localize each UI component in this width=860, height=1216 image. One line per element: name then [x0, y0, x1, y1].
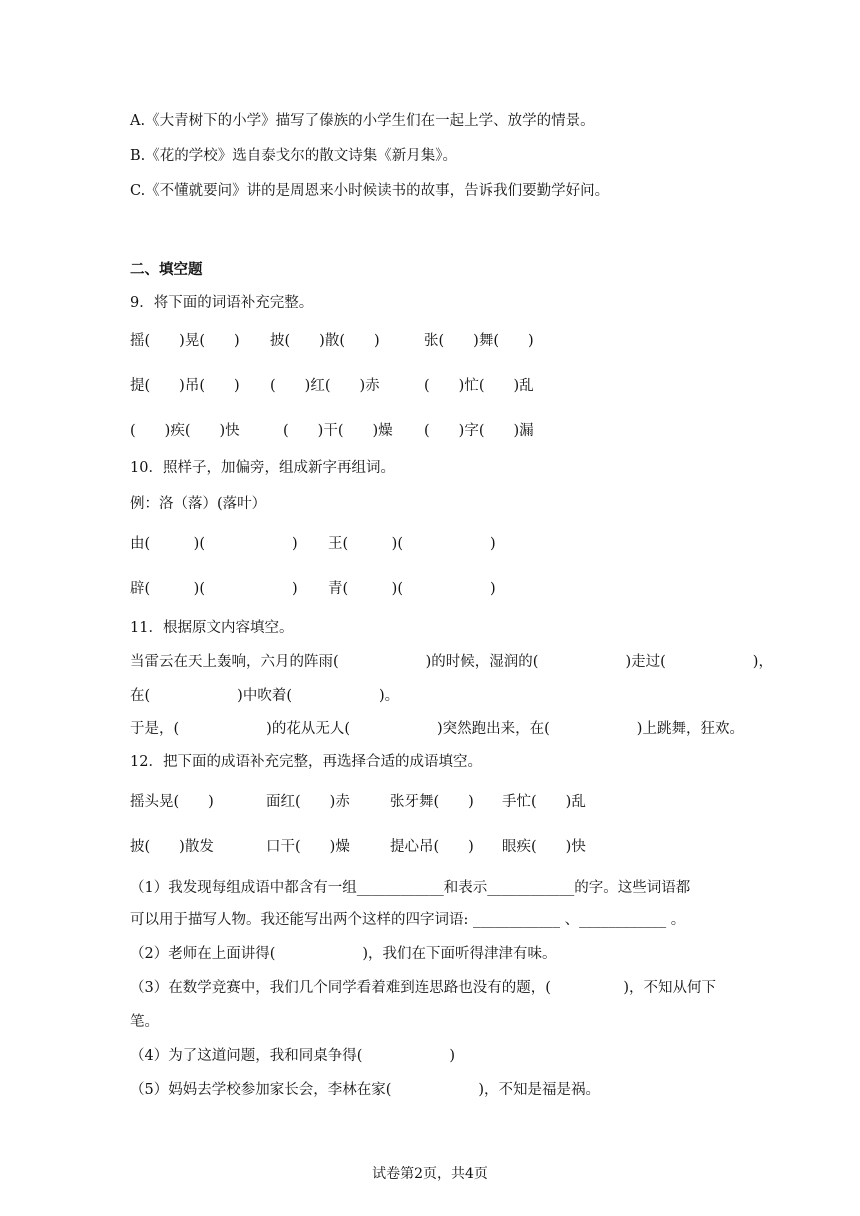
q12-idiom: 摇头晃( ) [130, 794, 214, 810]
q11-line: 在( )中吹着( )。 [130, 688, 400, 704]
q9-prompt: 9．将下面的词语补充完整。 [130, 295, 314, 311]
q11-line: 于是，( )的花从无人( )突然跑出来，在( )上跳舞，狂欢。 [130, 721, 744, 737]
q11-prompt: 11．根据原文内容填空。 [130, 620, 294, 636]
page-footer: 试卷第2页，共4页 [372, 1166, 488, 1182]
q12-item: （2）老师在上面讲得( )，我们在下面听得津津有味。 [130, 946, 557, 962]
q9-item: 披( )散( ) [270, 333, 380, 349]
q12-item: （1）我发现每组成语中都含有一组____________和表示____________的字。这些词语都 [130, 880, 691, 896]
q12-item: （3）在数学竞赛中，我们几个同学看着难到连思路也没有的题，( )，不知从何下 [130, 980, 717, 996]
q12-item: （5）妈妈去学校参加家长会，李林在家( )，不知是福是祸。 [130, 1082, 601, 1098]
q10-item: 青( )( ) [328, 581, 496, 597]
q12-idiom: 张牙舞( ) [390, 794, 474, 810]
q12-prompt: 12．把下面的成语补充完整，再选择合适的成语填空。 [130, 754, 482, 770]
q12-idiom: 手忙( )乱 [502, 794, 586, 810]
q10-item: 由( )( ) [130, 536, 298, 552]
q10-prompt: 10．照样子，加偏旁，组成新字再组词。 [130, 460, 395, 476]
option-c: C.《不懂就要问》讲的是周恩来小时候读书的故事，告诉我们要勤学好问。 [130, 183, 610, 199]
q9-item: ( )字( )漏 [424, 423, 534, 439]
q9-item: ( )疾( )快 [130, 423, 240, 439]
q9-item: 摇( )晃( ) [130, 333, 240, 349]
q12-idiom: 口干( )燥 [266, 839, 350, 855]
option-a: A.《大青树下的小学》描写了傣族的小学生们在一起上学、放学的情景。 [130, 113, 595, 129]
q12-item: 笔。 [130, 1014, 159, 1030]
q12-idiom: 披( )散发 [130, 839, 214, 855]
q12-item: 可以用于描写人物。我还能写出两个这样的四字词语: ____________ 、____________ 。 [130, 912, 686, 928]
q9-item: 提( )吊( ) [130, 378, 240, 394]
section-title: 二、填空题 [130, 261, 203, 278]
q10-item: 辟( )( ) [130, 581, 298, 597]
q12-idiom: 面红( )赤 [266, 794, 350, 810]
q12-idiom: 眼疾( )快 [502, 839, 586, 855]
q9-item: ( )红( )赤 [270, 378, 380, 394]
q10-example: 例：洛（落）(落叶） [130, 496, 267, 512]
q9-item: ( )干( )燥 [283, 423, 393, 439]
option-b: B.《花的学校》选自泰戈尔的散文诗集《新月集》。 [130, 148, 458, 164]
q9-item: ( )忙( )乱 [424, 378, 534, 394]
q10-item: 王( )( ) [328, 536, 496, 552]
q12-idiom: 提心吊( ) [390, 839, 474, 855]
q9-item: 张( )舞( ) [424, 333, 534, 349]
q12-item: （4）为了这道问题，我和同桌争得( ) [130, 1048, 456, 1064]
q11-line: 当雷云在天上轰响，六月的阵雨( )的时候，湿润的( )走过( )， [130, 654, 773, 670]
